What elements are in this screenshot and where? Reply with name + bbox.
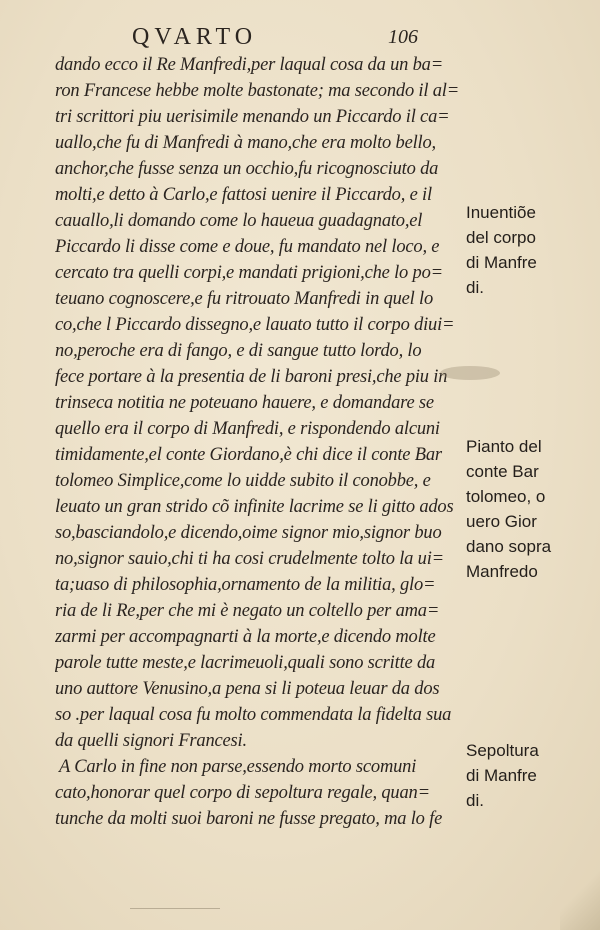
text-line: teuano cognoscere,e fu ritrouato Manfredi in quel lo bbox=[55, 289, 434, 309]
margin-note-line: di. bbox=[466, 791, 484, 810]
text-line: cato,honorar quel corpo di sepoltura regale, quan= bbox=[55, 783, 430, 803]
bottom-rule bbox=[130, 908, 220, 909]
text-line: so .per laqual cosa fu molto commendata la fidelta sua bbox=[55, 705, 452, 725]
margin-note-line: di. bbox=[466, 278, 484, 297]
text-line: tunche da molti suoi baroni ne fusse pregato, ma lo fe bbox=[55, 809, 443, 829]
page-header bbox=[0, 24, 600, 54]
margin-note-line: di Manfre bbox=[466, 253, 537, 272]
text-line: ria de li Re,per che mi è negato un coltello per ama= bbox=[55, 601, 440, 621]
text-line: tri scrittori piu uerisimile menando un Piccardo il ca= bbox=[55, 107, 450, 127]
margin-note-line: tolomeo, o bbox=[466, 487, 546, 506]
text-line: timidamente,el conte Giordano,è chi dice il conte Bar bbox=[55, 445, 442, 465]
text-line: uallo,che fu di Manfredi à mano,che era molto bello, bbox=[55, 133, 436, 153]
text-line: leuato un gran strido cõ infinite lacrime se li gitto ados bbox=[55, 497, 454, 517]
paragraph-start-line: A Carlo in fine non parse,essendo morto scomuni bbox=[59, 757, 417, 777]
margin-note-line: Inuentiõe bbox=[466, 203, 536, 222]
text-line: trinseca notitia ne poteuano hauere, e domandare se bbox=[55, 393, 434, 413]
text-line: Piccardo li disse come e doue, fu mandato nel loco, e bbox=[55, 237, 440, 257]
text-line: fece portare à la presentia de li baroni presi,che piu in bbox=[55, 367, 448, 387]
margin-note-pianto bbox=[466, 434, 591, 584]
text-line: so,basciandolo,e dicendo,oime signor mio,signor buo bbox=[55, 523, 442, 543]
margin-note-line: di Manfre bbox=[466, 766, 537, 785]
text-line: co,che l Piccardo dissegno,e lauato tutto il corpo diui= bbox=[55, 315, 455, 335]
text-line: da quelli signori Francesi. bbox=[55, 731, 247, 751]
text-line: cercato tra quelli corpi,e mandati prigioni,che lo po= bbox=[55, 263, 443, 283]
margin-note-inventione bbox=[466, 200, 591, 300]
margin-note-line: uero Gior bbox=[466, 512, 537, 531]
text-line: cauallo,li domando come lo haueua guadagnato,el bbox=[55, 211, 423, 231]
running-head: QVARTO bbox=[132, 24, 258, 50]
margin-note-line: dano sopra bbox=[466, 537, 552, 556]
text-line: parole tutte meste,e lacrimeuoli,quali sono scritte da bbox=[55, 653, 436, 673]
text-line: anchor,che fusse senza un occhio,fu ricognosciuto da bbox=[55, 159, 439, 179]
text-line: zarmi per accompagnarti à la morte,e dicendo molte bbox=[55, 627, 436, 647]
margin-note-line: conte Bar bbox=[466, 462, 539, 481]
text-line: molti,e detto à Carlo,e fattosi uenire il Piccardo, e il bbox=[55, 185, 432, 205]
ink-stain bbox=[440, 366, 500, 380]
text-line: ron Francese hebbe molte bastonate; ma secondo il al= bbox=[55, 81, 460, 101]
text-line: uno auttore Venusino,a pena si li poteua leuar da dos bbox=[55, 679, 440, 699]
text-line: quello era il corpo di Manfredi, e rispondendo alcuni bbox=[55, 419, 440, 439]
margin-note-sepoltura bbox=[466, 738, 591, 813]
margin-note-line: Pianto del bbox=[466, 437, 542, 456]
page-corner-shadow bbox=[560, 850, 600, 930]
text-line: tolomeo Simplice,come lo uidde subito il conobbe, e bbox=[55, 471, 431, 491]
text-line: dando ecco il Re Manfredi,per laqual cosa da un ba= bbox=[55, 55, 443, 75]
margin-note-line: Manfredo bbox=[466, 562, 538, 581]
text-line: no,signor sauio,chi ti ha cosi crudelmente tolto la ui= bbox=[55, 549, 444, 569]
main-text-block bbox=[55, 52, 465, 832]
text-line: no,peroche era di fango, e di sangue tutto lordo, lo bbox=[55, 341, 422, 361]
margin-note-line: Sepoltura bbox=[466, 741, 539, 760]
text-line: ta;uaso di philosophia,ornamento de la militia, glo= bbox=[55, 575, 436, 595]
page-number: 106 bbox=[388, 26, 418, 48]
margin-note-line: del corpo bbox=[466, 228, 536, 247]
